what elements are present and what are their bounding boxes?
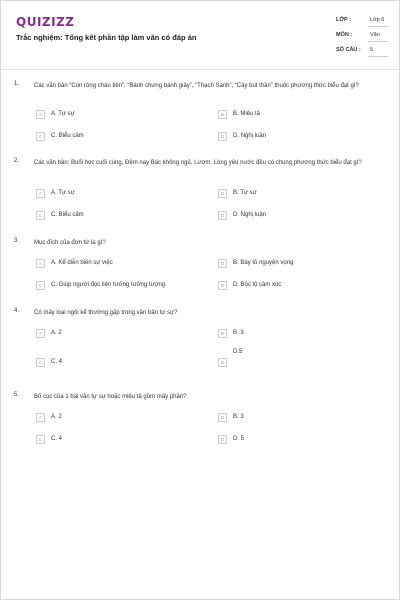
option-text: C. 4 <box>51 359 63 365</box>
option-text: B. Miêu tả <box>233 111 261 117</box>
option-box: C <box>36 281 45 290</box>
question-number: 4. <box>14 308 20 314</box>
option-text: B. 3 <box>233 414 244 420</box>
option-box: A <box>36 259 45 268</box>
meta-subject-label: MÔN : <box>336 32 353 38</box>
option-box: C <box>36 358 45 367</box>
option-text: D. Nghị luận <box>233 212 267 218</box>
option-text: A. Tự sự <box>51 190 75 196</box>
question-number: 3. <box>14 238 20 244</box>
option-text: A. 2 <box>51 414 62 420</box>
meta-grade-value: Lớp 6 <box>370 17 385 23</box>
question-text: Các văn bản “Con rồng cháu tiên”, “Bánh chưng bánh giầy”, “Thạch Sanh”, “Cây bút thần” thuộc phương thức biểu đạt gì? <box>34 83 359 89</box>
option-box: B <box>218 259 227 268</box>
option-text: C. 4 <box>51 436 63 442</box>
meta-subject-value: Văn <box>370 32 380 38</box>
question-text: Bố cục của 1 bài văn tự sự hoặc miêu tả gồm mấy phần? <box>34 394 187 400</box>
meta-subject-line <box>368 41 388 42</box>
option-text: B. 3 <box>233 330 244 336</box>
option-box: B <box>218 189 227 198</box>
meta-grade-label: LỚP : <box>336 17 351 23</box>
question-number: 1. <box>14 81 20 87</box>
option-box: C <box>36 132 45 141</box>
question-text: Có mấy loại ngôi kể thường gặp trong văn bản tự sự? <box>34 310 178 316</box>
option-box: D <box>218 281 227 290</box>
meta-grade <box>336 15 388 27</box>
option-box: A <box>36 189 45 198</box>
quizizz-logo: QUIZIZZ <box>16 15 75 29</box>
option-box: C <box>36 211 45 220</box>
option-box: B <box>218 110 227 119</box>
option-box: A <box>36 110 45 119</box>
question-text: Mục đích của đơn từ là gì? <box>34 240 106 246</box>
option-box: D <box>218 358 227 367</box>
option-text: C. Giúp người đọc liên tưởng tưởng tượng <box>51 282 166 288</box>
option-box: A <box>36 413 45 422</box>
meta-count-label: SỐ CÂU : <box>336 47 361 53</box>
option-text: A. 2 <box>51 330 62 336</box>
option-text: B. Bày tỏ nguyện vọng <box>233 260 294 266</box>
meta-grade-line <box>368 26 388 27</box>
option-box: D <box>218 211 227 220</box>
option-text: A. Tự sự <box>51 111 75 117</box>
worksheet-title: Trắc nghiệm: Tổng kết phần tập làm văn có đáp án <box>16 33 197 42</box>
option-box: D <box>218 132 227 141</box>
option-text: D. Bộc lộ cảm xúc <box>233 282 282 288</box>
option-text: D. Nghị luận <box>233 133 267 139</box>
meta-count <box>336 45 388 57</box>
worksheet-header <box>1 1 400 61</box>
option-box: A <box>36 329 45 338</box>
option-text: B. Tự sự <box>233 190 257 196</box>
question-number: 2. <box>14 158 20 164</box>
meta-count-line <box>368 56 388 57</box>
option-box: B <box>218 413 227 422</box>
option-text: C. Biểu cảm <box>51 212 84 218</box>
question-number: 5. <box>14 392 20 398</box>
option-box: B <box>218 329 227 338</box>
option-text: C. Biểu cảm <box>51 133 84 139</box>
question-text: Các văn bản: Buổi học cuối cùng, Đêm nay Bác không ngủ, Lượm, Lòng yêu nước đều có chung phương thức biểu đạt gì? <box>34 160 362 166</box>
meta-subject <box>336 30 388 42</box>
option-box: D <box>218 435 227 444</box>
option-text: D.5 <box>233 349 243 355</box>
header-divider <box>1 69 400 70</box>
option-text: A. Kể diễn biến sự việc <box>51 260 113 266</box>
meta-count-value: 5 <box>370 47 374 53</box>
option-box: C <box>36 435 45 444</box>
option-text: D. 5 <box>233 436 245 442</box>
